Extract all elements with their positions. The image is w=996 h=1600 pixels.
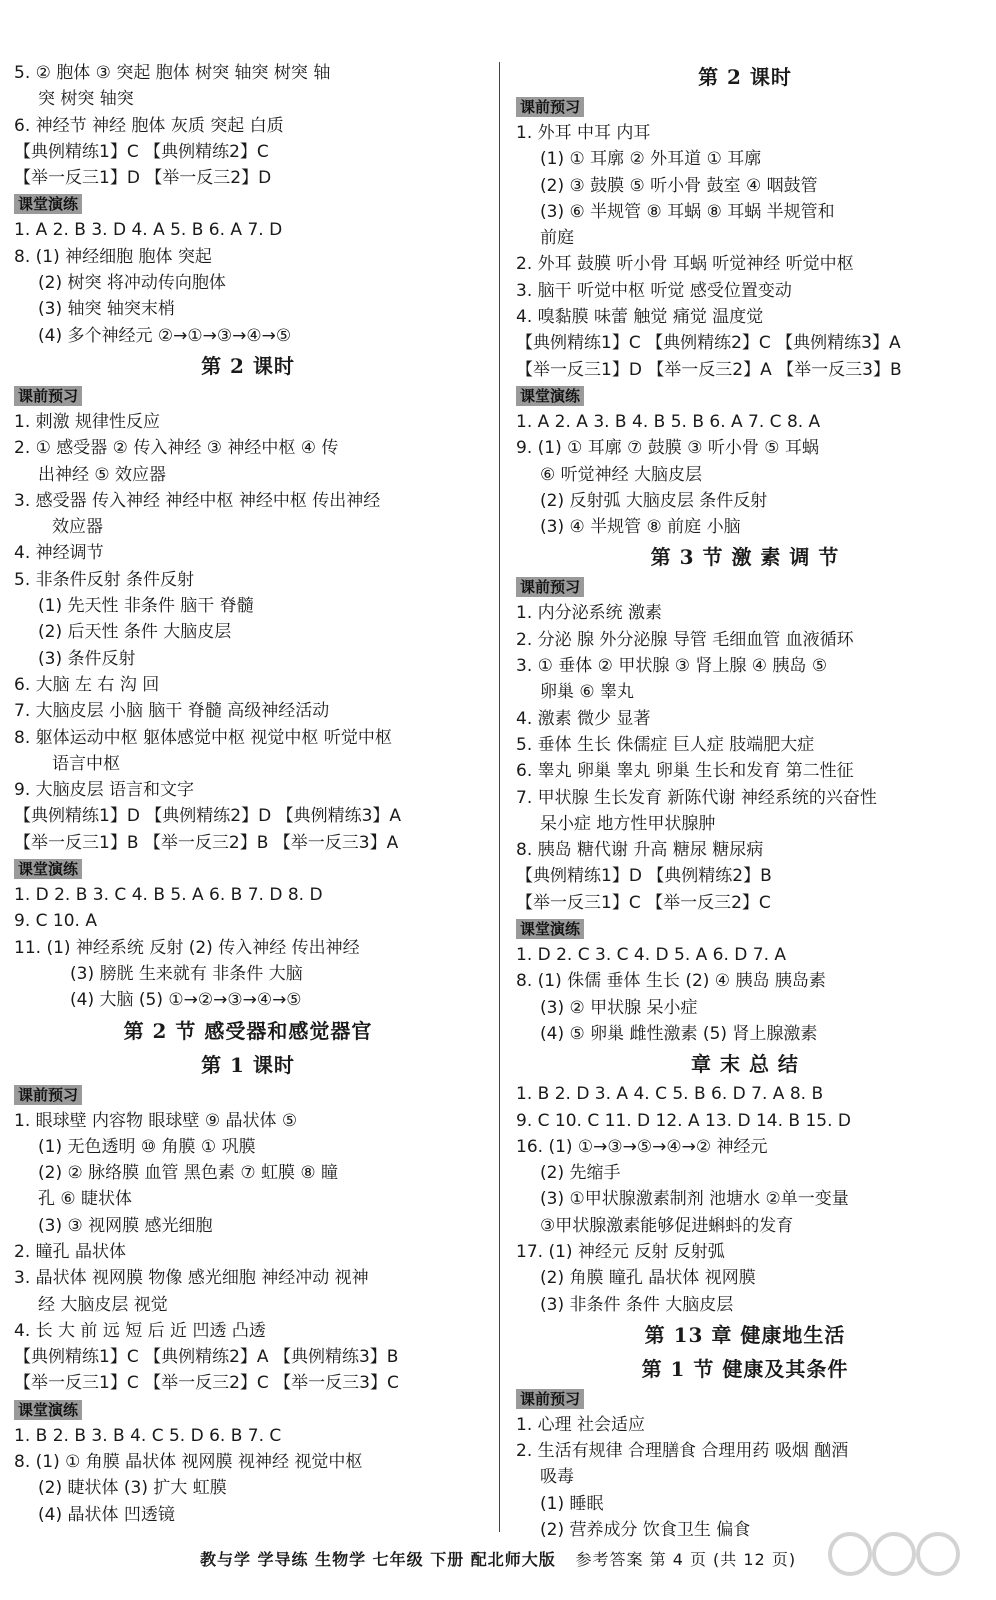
answer-line: (2) 先缩手 (540, 1163, 621, 1184)
section-label-text: 课堂演练 (516, 919, 584, 939)
answer-line: 吸毒 (540, 1467, 574, 1488)
section-heading: 章 末 总 结 (691, 1052, 799, 1077)
answer-line: 6. 神经节 神经 胞体 灰质 突起 白质 (14, 115, 284, 136)
section-label (516, 96, 974, 118)
answer-line: (3) ①甲状腺激素制剂 池塘水 ②单一变量 (540, 1189, 849, 1210)
answer-line: (3) 非条件 条件 大脑皮层 (540, 1294, 734, 1315)
answer-line: 【典例精练1】D 【典例精练2】B (516, 866, 772, 887)
answer-line: 出神经 ⑤ 效应器 (38, 464, 167, 485)
answer-line: 1. B 2. D 3. A 4. C 5. B 6. D 7. A 8. B (516, 1084, 824, 1105)
answer-line: 效应器 (52, 517, 103, 538)
answer-line: 7. 大脑皮层 小脑 脑干 脊髓 高级神经活动 (14, 701, 330, 722)
answer-line: 5. 垂体 生长 侏儒症 巨人症 肢端肥大症 (516, 734, 815, 755)
answer-line: 3. ① 垂体 ② 甲状腺 ③ 肾上腺 ④ 胰岛 ⑤ (516, 656, 828, 677)
answer-line: (3) 条件反射 (38, 648, 136, 669)
answer-line: 9. 大脑皮层 语言和文字 (14, 780, 195, 801)
answer-line: 1. 眼球壁 内容物 眼球壁 ⑨ 晶状体 ⑤ (14, 1110, 298, 1131)
section-label (14, 858, 482, 880)
answer-line: 1. 刺激 规律性反应 (14, 411, 161, 432)
section-label (516, 918, 974, 940)
answer-line: 1. B 2. B 3. B 4. C 5. D 6. B 7. C (14, 1425, 282, 1446)
answer-line: 4. 激素 微少 显著 (516, 708, 651, 729)
section-label-text: 课前预习 (14, 386, 82, 406)
section-label (14, 1399, 482, 1421)
answer-line: 卵巢 ⑥ 睾丸 (540, 682, 635, 703)
answer-line: (4) 大脑 (5) ①→②→③→④→⑤ (70, 990, 302, 1011)
section-label (516, 1388, 974, 1410)
answer-line: 呆小症 地方性甲状腺肿 (540, 813, 716, 834)
answer-line: 【举一反三1】D 【举一反三2】D (14, 168, 272, 189)
section-heading: 第 13 章 健康地生活 (644, 1322, 846, 1347)
answer-line: 8. 躯体运动中枢 躯体感觉中枢 视觉中枢 听觉中枢 (14, 727, 392, 748)
answer-line: (2) 睫状体 (3) 扩大 虹膜 (38, 1478, 227, 1499)
answer-line: (2) ② 脉络膜 血管 黑色素 ⑦ 虹膜 ⑧ 瞳 (38, 1163, 339, 1184)
answer-line: 语言中枢 (52, 753, 120, 774)
section-label-text: 课前预习 (516, 97, 584, 117)
answer-line: (2) ③ 鼓膜 ⑤ 听小骨 鼓室 ④ 咽鼓管 (540, 175, 818, 196)
section-label (14, 385, 482, 407)
answer-line: 11. (1) 神经系统 反射 (2) 传入神经 传出神经 (14, 937, 360, 958)
answer-line: (2) 树突 将冲动传向胞体 (38, 273, 226, 294)
answer-line: 【举一反三1】B 【举一反三2】B 【举一反三3】A (14, 832, 399, 853)
section-heading: 第 2 课时 (698, 65, 792, 89)
answer-line: 1. 内分泌系统 激素 (516, 603, 663, 624)
footer-page-info: 参考答案 第 4 页 (共 12 页) (575, 1550, 797, 1569)
answer-line: 3. 脑干 听觉中枢 听觉 感受位置变动 (516, 280, 792, 301)
answer-line: 【举一反三1】C 【举一反三2】C 【举一反三3】C (14, 1373, 399, 1394)
answer-line: (1) 无色透明 ⑩ 角膜 ① 巩膜 (38, 1136, 256, 1157)
answer-line: 突 树突 轴突 (38, 89, 134, 110)
answer-line: 2. 外耳 鼓膜 听小骨 耳蜗 听觉神经 听觉中枢 (516, 254, 854, 275)
answer-line: 1. D 2. B 3. C 4. B 5. A 6. B 7. D 8. D (14, 885, 323, 906)
answer-line: 1. 心理 社会适应 (516, 1414, 646, 1435)
answer-line: (2) 角膜 瞳孔 晶状体 视网膜 (540, 1268, 756, 1289)
answer-line: 4. 嗅黏膜 味蕾 触觉 痛觉 温度觉 (516, 307, 764, 328)
answer-line: (3) ④ 半规管 ⑧ 前庭 小脑 (540, 517, 741, 538)
section-heading: 第 2 课时 (201, 353, 295, 378)
answer-line: 4. 长 大 前 远 短 后 近 凹透 凸透 (14, 1320, 266, 1341)
section-label (516, 576, 974, 598)
answer-line: (3) ③ 视网膜 感光细胞 (38, 1215, 213, 1236)
answer-line: 9. C 10. C 11. D 12. A 13. D 14. B 15. D (516, 1110, 851, 1131)
answer-line: 【典例精练1】C 【典例精练2】C (14, 141, 269, 162)
right-column (516, 60, 974, 1543)
answer-line: 17. (1) 神经元 反射 反射弧 (516, 1241, 725, 1262)
answer-line: 3. 感受器 传入神经 神经中枢 神经中枢 传出神经 (14, 490, 381, 511)
answer-line: (1) ① 耳廓 ② 外耳道 ① 耳廓 (540, 149, 762, 170)
section-heading: 第 2 节 感受器和感觉器官 (123, 1018, 373, 1043)
answer-line: 孔 ⑥ 睫状体 (38, 1189, 133, 1210)
answer-line: ③甲状腺激素能够促进蝌蚪的发育 (540, 1215, 794, 1236)
answer-line: 【举一反三1】C 【举一反三2】C (516, 892, 771, 913)
section-label-text: 课堂演练 (14, 1400, 82, 1420)
answer-line: 16. (1) ①→③→⑤→④→② 神经元 (516, 1136, 768, 1157)
section-label-text: 课前预习 (516, 1389, 584, 1409)
answer-line: 4. 神经调节 (14, 543, 104, 564)
answer-line: 2. ① 感受器 ② 传入神经 ③ 神经中枢 ④ 传 (14, 438, 339, 459)
answer-line: (3) 轴突 轴突末梢 (38, 299, 175, 320)
answer-line: 【典例精练1】C 【典例精练2】C 【典例精练3】A (516, 333, 901, 354)
answer-line: (4) 多个神经元 ②→①→③→④→⑤ (38, 325, 292, 346)
answer-line: 【典例精练1】C 【典例精练2】A 【典例精练3】B (14, 1347, 399, 1368)
section-label (516, 385, 974, 407)
answer-line: 2. 生活有规律 合理膳食 合理用药 吸烟 酗酒 (516, 1441, 849, 1462)
answer-line: 8. (1) 神经细胞 胞体 突起 (14, 246, 212, 267)
section-label-text: 课前预习 (516, 577, 584, 597)
answer-line: 【典例精练1】D 【典例精练2】D 【典例精练3】A (14, 806, 402, 827)
left-column (14, 60, 482, 1528)
answer-line: 【举一反三1】D 【举一反三2】A 【举一反三3】B (516, 359, 902, 380)
column-divider (499, 62, 500, 1532)
answer-line: (3) 膀胱 生来就有 非条件 大脑 (70, 963, 303, 984)
answer-line: 9. C 10. A (14, 911, 97, 932)
answer-line: 9. (1) ① 耳廓 ⑦ 鼓膜 ③ 听小骨 ⑤ 耳蜗 (516, 438, 819, 459)
answer-line: 7. 甲状腺 生长发育 新陈代谢 神经系统的兴奋性 (516, 787, 877, 808)
section-heading: 第 1 课时 (201, 1052, 295, 1077)
footer-title: 教与学 学导练 生物学 七年级 下册 配北师大版 (199, 1550, 556, 1569)
answer-line: (3) ② 甲状腺 呆小症 (540, 997, 698, 1018)
section-label-text: 课堂演练 (14, 859, 82, 879)
answer-line: (1) 先天性 非条件 脑干 脊髓 (38, 596, 254, 617)
answer-line: (4) ⑤ 卵巢 雌性激素 (5) 肾上腺激素 (540, 1023, 818, 1044)
section-label-text: 课堂演练 (516, 386, 584, 406)
answer-line: 1. 外耳 中耳 内耳 (516, 123, 651, 143)
answer-line: 6. 大脑 左 右 沟 回 (14, 674, 160, 695)
answer-line: 5. ② 胞体 ③ 突起 胞体 树突 轴突 树突 轴 (14, 63, 331, 83)
answer-line: 8. 胰岛 糖代谢 升高 糖尿 糖尿病 (516, 840, 764, 861)
section-label-text: 课前预习 (14, 1085, 82, 1105)
answer-line: ⑥ 听觉神经 大脑皮层 (540, 464, 703, 485)
answer-line: 8. (1) ① 角膜 晶状体 视网膜 视神经 视觉中枢 (14, 1452, 363, 1473)
section-label (14, 193, 482, 215)
page-footer (0, 1547, 996, 1570)
answer-line: 3. 晶状体 视网膜 物像 感光细胞 神经冲动 视神 (14, 1268, 369, 1289)
answer-line: 1. D 2. C 3. C 4. D 5. A 6. D 7. A (516, 945, 787, 966)
answer-line: 2. 瞳孔 晶状体 (14, 1241, 127, 1262)
answer-line: 5. 非条件反射 条件反射 (14, 569, 195, 590)
section-heading: 第 1 节 健康及其条件 (641, 1356, 849, 1381)
answer-line: (2) 后天性 条件 大脑皮层 (38, 622, 232, 643)
answer-line: 2. 分泌 腺 外分泌腺 导管 毛细血管 血液循环 (516, 629, 854, 650)
section-heading: 第 3 节 激 素 调 节 (650, 545, 840, 570)
answer-line: 经 大脑皮层 视觉 (38, 1294, 168, 1315)
answer-line: 6. 睾丸 卵巢 睾丸 卵巢 生长和发育 第二性征 (516, 761, 854, 782)
answer-line: (2) 反射弧 大脑皮层 条件反射 (540, 490, 768, 511)
answer-line: (1) 睡眠 (540, 1493, 604, 1514)
answer-line: 8. (1) 侏儒 垂体 生长 (2) ④ 胰岛 胰岛素 (516, 971, 826, 992)
answer-line: (2) 营养成分 饮食卫生 偏食 (540, 1520, 751, 1541)
answer-line: 1. A 2. A 3. B 4. B 5. B 6. A 7. C 8. A (516, 411, 821, 432)
section-label (14, 1084, 482, 1106)
answer-line: 1. A 2. B 3. D 4. A 5. B 6. A 7. D (14, 220, 283, 241)
answer-line: (4) 晶状体 凹透镜 (38, 1504, 175, 1525)
section-label-text: 课堂演练 (14, 194, 82, 214)
answer-line: (3) ⑥ 半规管 ⑧ 耳蜗 ⑧ 耳蜗 半规管和 (540, 201, 835, 222)
answer-line: 前庭 (540, 228, 574, 249)
